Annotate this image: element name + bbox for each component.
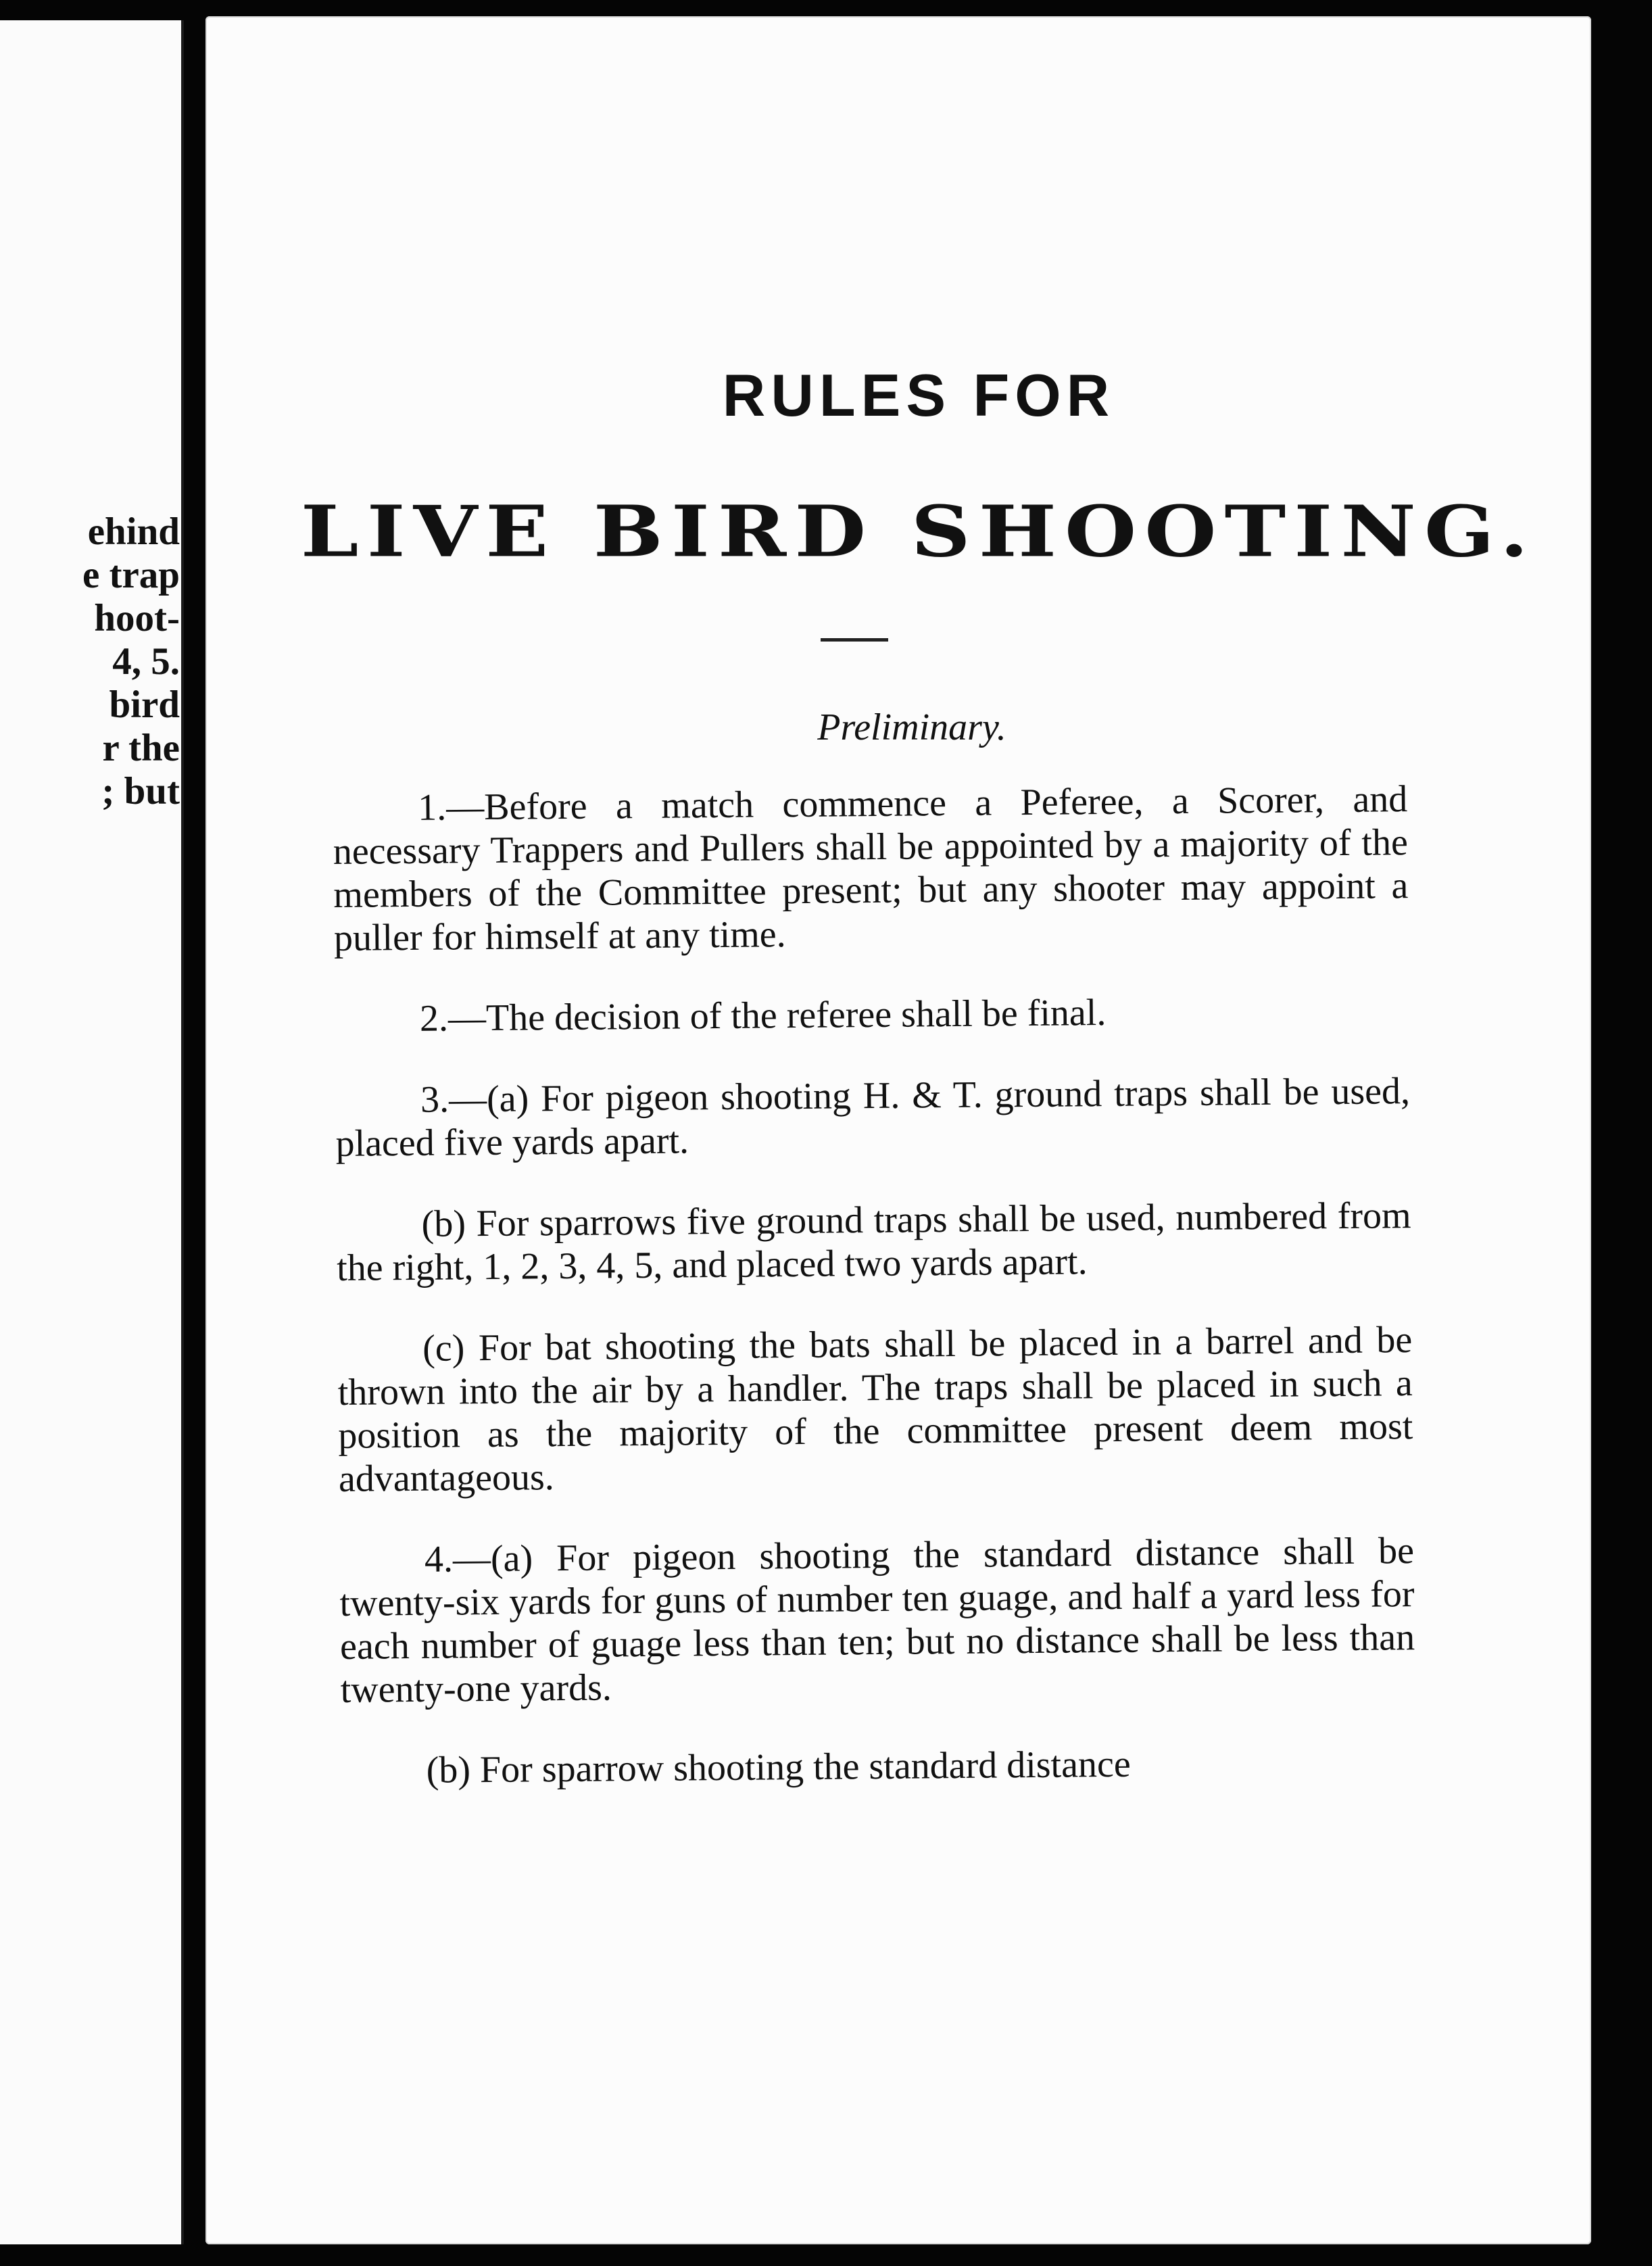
previous-page-text bbox=[82, 510, 180, 813]
main-page bbox=[205, 16, 1591, 2244]
text-fragment: bird bbox=[109, 683, 180, 726]
text-fragment: e trap bbox=[82, 554, 180, 596]
rule-paragraph: (b) For sparrow shooting the standard distance bbox=[426, 1743, 1131, 1791]
text-fragment: r the bbox=[102, 727, 180, 769]
rule-paragraph: 4.—(a) For pigeon shooting the standard distance shall be twenty-six yards for guns of number ten guage, and half a yard less for each number of guage less than ten; but no distance shall be less than twenty-one yards. bbox=[339, 1530, 1415, 1711]
rule-paragraph: 1.—Before a match commence a Peferee, a Scorer, and necessary Trappers and Pullers shall be appointed by a majority of the members of the Committee present; but any shooter may appoint a puller for himself at any time. bbox=[333, 778, 1409, 959]
text-fragment: ehind bbox=[87, 510, 180, 553]
title-rules-for: RULES FOR bbox=[722, 362, 1115, 429]
title-divider bbox=[821, 638, 888, 642]
text-fragment: hoot- bbox=[94, 597, 180, 640]
rule-paragraph: (c) For bat shooting the bats shall be placed in a barrel and be thrown into the air by a handler. The traps shall be placed in such a position as the majority of the committee present deem most advantageous. bbox=[337, 1319, 1413, 1500]
rule-paragraph: 2.—The decision of the referee shall be final. bbox=[419, 992, 1107, 1040]
section-heading: Preliminary. bbox=[817, 706, 1006, 748]
rule-paragraph: (b) For sparrows five ground traps shall be used, numbered from the right, 1, 2, 3, 4, 5, and placed two yards apart. bbox=[336, 1195, 1411, 1289]
rules-body bbox=[333, 777, 1416, 1831]
title-live-bird-shooting: LIVE BIRD SHOOTING. bbox=[300, 489, 1537, 573]
previous-page-edge bbox=[0, 20, 184, 2244]
rule-paragraph: 3.—(a) For pigeon shooting H. & T. ground traps shall be used, placed five yards apart. bbox=[335, 1070, 1411, 1165]
text-fragment: 4, 5. bbox=[112, 640, 180, 683]
text-fragment: ; but bbox=[101, 770, 180, 813]
